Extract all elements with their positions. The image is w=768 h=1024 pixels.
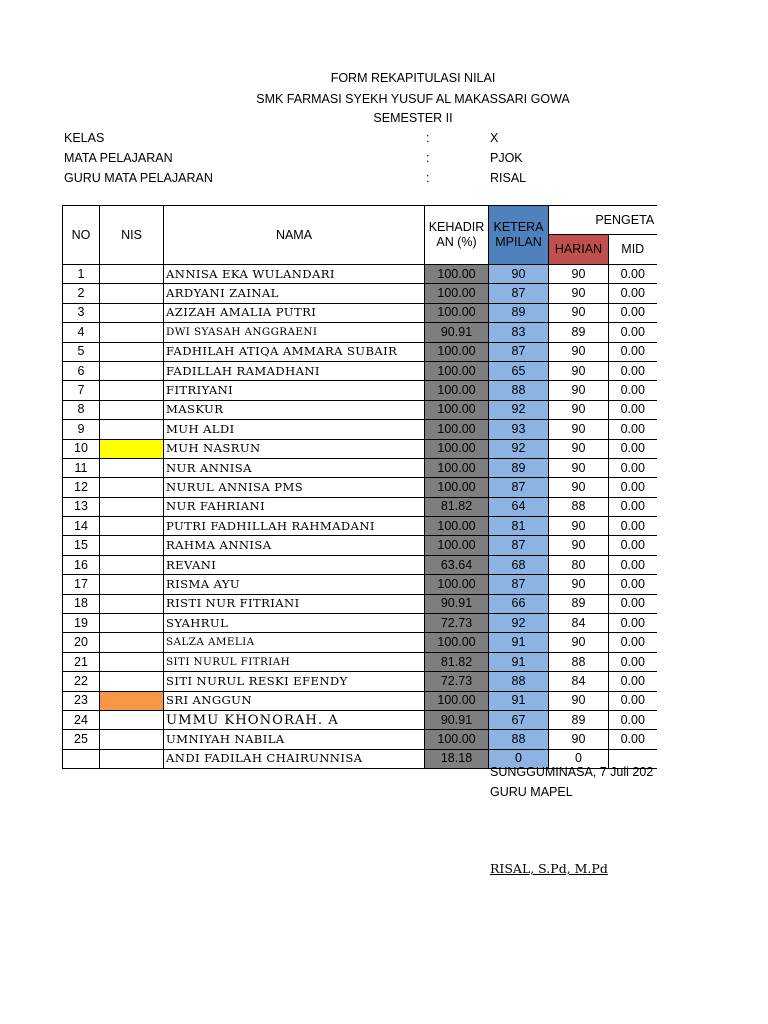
no-cell: 5 — [63, 342, 100, 361]
keterampilan-cell: 87 — [489, 478, 549, 497]
kelas-colon: : — [426, 131, 430, 145]
grades-table — [62, 205, 657, 769]
keterampilan-cell: 90 — [489, 265, 549, 284]
no-cell: 10 — [63, 439, 100, 458]
nis-cell — [100, 730, 164, 749]
mid-cell: 0.00 — [609, 672, 657, 691]
nama-cell: NURUL ANNISA PMS — [164, 478, 425, 497]
grades-table-body — [63, 265, 657, 769]
signature-name: RISAL, S.Pd, M.Pd — [490, 861, 608, 876]
signer-role: GURU MAPEL — [490, 785, 573, 799]
harian-cell: 90 — [549, 691, 609, 710]
kelas-label: KELAS — [64, 131, 105, 145]
keterampilan-cell: 88 — [489, 672, 549, 691]
keterampilan-cell: 89 — [489, 458, 549, 477]
keterampilan-cell: 91 — [489, 652, 549, 671]
nis-cell — [100, 458, 164, 477]
table-row — [63, 361, 657, 380]
nis-cell — [100, 517, 164, 536]
kehadiran-cell: 100.00 — [425, 633, 489, 652]
kehadiran-cell: 100.00 — [425, 536, 489, 555]
table-row — [63, 458, 657, 477]
keterampilan-cell: 91 — [489, 691, 549, 710]
kehadiran-cell: 100.00 — [425, 730, 489, 749]
nama-cell: MUH ALDI — [164, 420, 425, 439]
nama-cell: SYAHRUL — [164, 614, 425, 633]
harian-cell: 90 — [549, 478, 609, 497]
keterampilan-cell: 67 — [489, 710, 549, 729]
col-nama-header: NAMA — [164, 206, 425, 265]
no-cell: 23 — [63, 691, 100, 710]
mid-cell: 0.00 — [609, 614, 657, 633]
nis-cell — [100, 633, 164, 652]
kehadiran-cell: 81.82 — [425, 652, 489, 671]
nama-cell: PUTRI FADHILLAH RAHMADANI — [164, 517, 425, 536]
table-row — [63, 536, 657, 555]
kehadiran-cell: 90.91 — [425, 323, 489, 342]
no-cell: 2 — [63, 284, 100, 303]
nama-cell: SITI NURUL RESKI EFENDY — [164, 672, 425, 691]
kehadiran-cell: 100.00 — [425, 517, 489, 536]
mid-cell: 0.00 — [609, 342, 657, 361]
col-pengetahuan-header: PENGETA — [549, 206, 657, 235]
nis-cell — [100, 652, 164, 671]
harian-cell: 84 — [549, 614, 609, 633]
mid-cell: 0.00 — [609, 284, 657, 303]
nama-cell: RISMA AYU — [164, 575, 425, 594]
nis-cell — [100, 614, 164, 633]
semester-label: SEMESTER II — [373, 111, 453, 125]
table-row — [63, 730, 657, 749]
kehadiran-cell: 90.91 — [425, 710, 489, 729]
nama-cell: SALZA AMELIA — [164, 633, 425, 652]
col-harian-header: HARIAN — [549, 235, 609, 265]
table-row — [63, 652, 657, 671]
keterampilan-cell: 88 — [489, 381, 549, 400]
keterampilan-cell: 0 — [489, 749, 549, 768]
keterampilan-cell: 92 — [489, 439, 549, 458]
nama-cell: NUR FAHRIANI — [164, 497, 425, 516]
mid-cell: 0.00 — [609, 710, 657, 729]
grades-sheet — [62, 205, 657, 769]
col-mid-header: MID — [609, 235, 657, 265]
nama-cell: ARDYANI ZAINAL — [164, 284, 425, 303]
harian-cell: 89 — [549, 710, 609, 729]
no-cell — [63, 749, 100, 768]
kehadiran-cell: 100.00 — [425, 265, 489, 284]
nama-cell: SRI ANGGUN — [164, 691, 425, 710]
nis-cell — [100, 420, 164, 439]
nis-cell — [100, 400, 164, 419]
harian-cell: 90 — [549, 361, 609, 380]
mid-cell: 0.00 — [609, 361, 657, 380]
kehadiran-cell: 100.00 — [425, 420, 489, 439]
harian-cell: 90 — [549, 284, 609, 303]
harian-cell: 84 — [549, 672, 609, 691]
kehadiran-cell: 100.00 — [425, 575, 489, 594]
nis-cell — [100, 575, 164, 594]
nis-cell — [100, 536, 164, 555]
no-cell: 18 — [63, 594, 100, 613]
nama-cell: NUR ANNISA — [164, 458, 425, 477]
nama-cell: AZIZAH AMALIA PUTRI — [164, 303, 425, 322]
no-cell: 25 — [63, 730, 100, 749]
table-row — [63, 672, 657, 691]
col-keterampilan-header — [489, 206, 549, 265]
harian-cell: 90 — [549, 439, 609, 458]
nama-cell: UMMU KHONORAH. A — [164, 710, 425, 729]
harian-cell: 89 — [549, 323, 609, 342]
mid-cell: 0.00 — [609, 439, 657, 458]
harian-cell: 0 — [549, 749, 609, 768]
nis-cell — [100, 594, 164, 613]
nis-cell — [100, 284, 164, 303]
col-no-header: NO — [63, 206, 100, 265]
nama-cell: ANNISA EKA WULANDARI — [164, 265, 425, 284]
harian-cell: 90 — [549, 575, 609, 594]
kehadiran-cell: 63.64 — [425, 555, 489, 574]
harian-cell: 90 — [549, 536, 609, 555]
no-cell: 12 — [63, 478, 100, 497]
kehadiran-cell: 72.73 — [425, 614, 489, 633]
nis-cell — [100, 478, 164, 497]
harian-cell: 90 — [549, 303, 609, 322]
nis-cell — [100, 691, 164, 710]
nama-cell: MASKUR — [164, 400, 425, 419]
keterampilan-cell: 83 — [489, 323, 549, 342]
school-name: SMK FARMASI SYEKH YUSUF AL MAKASSARI GOWA — [256, 92, 570, 106]
no-cell: 9 — [63, 420, 100, 439]
mapel-value: PJOK — [490, 151, 523, 165]
nis-cell — [100, 381, 164, 400]
harian-cell: 90 — [549, 420, 609, 439]
nama-cell: FADHILAH ATIQA AMMARA SUBAIR — [164, 342, 425, 361]
table-row — [63, 439, 657, 458]
nama-cell: UMNIYAH NABILA — [164, 730, 425, 749]
nis-cell — [100, 439, 164, 458]
nis-cell — [100, 749, 164, 768]
harian-cell: 90 — [549, 458, 609, 477]
mid-cell: 0.00 — [609, 594, 657, 613]
mid-cell: 0.00 — [609, 555, 657, 574]
kehadiran-cell: 100.00 — [425, 691, 489, 710]
mid-cell: 0.00 — [609, 536, 657, 555]
no-cell: 11 — [63, 458, 100, 477]
no-cell: 15 — [63, 536, 100, 555]
mid-cell: 0.00 — [609, 652, 657, 671]
kehadiran-cell: 72.73 — [425, 672, 489, 691]
table-row — [63, 594, 657, 613]
nis-cell — [100, 710, 164, 729]
keterampilan-cell: 87 — [489, 536, 549, 555]
nis-cell — [100, 555, 164, 574]
table-row — [63, 555, 657, 574]
keterampilan-cell: 89 — [489, 303, 549, 322]
harian-cell: 80 — [549, 555, 609, 574]
mapel-colon: : — [426, 151, 430, 165]
mid-cell: 0.00 — [609, 458, 657, 477]
no-cell: 22 — [63, 672, 100, 691]
keterampilan-cell: 88 — [489, 730, 549, 749]
kehadiran-cell: 90.91 — [425, 594, 489, 613]
harian-cell: 90 — [549, 517, 609, 536]
keterampilan-cell: 87 — [489, 575, 549, 594]
keterampilan-cell: 81 — [489, 517, 549, 536]
table-row — [63, 497, 657, 516]
table-row — [63, 575, 657, 594]
mid-cell: 0.00 — [609, 730, 657, 749]
kehadiran-cell: 100.00 — [425, 381, 489, 400]
no-cell: 20 — [63, 633, 100, 652]
nis-cell — [100, 303, 164, 322]
nama-cell: RISTI NUR FITRIANI — [164, 594, 425, 613]
nis-cell — [100, 265, 164, 284]
no-cell: 21 — [63, 652, 100, 671]
mid-cell: 0.00 — [609, 497, 657, 516]
table-row — [63, 323, 657, 342]
table-row — [63, 710, 657, 729]
mid-cell: 0.00 — [609, 517, 657, 536]
kehadiran-cell: 100.00 — [425, 400, 489, 419]
nis-cell — [100, 361, 164, 380]
nama-cell: SITI NURUL FITRIAH — [164, 652, 425, 671]
kehadiran-cell: 100.00 — [425, 478, 489, 497]
mid-cell: 0.00 — [609, 265, 657, 284]
kehadiran-cell: 81.82 — [425, 497, 489, 516]
kehadiran-cell: 100.00 — [425, 284, 489, 303]
harian-cell: 90 — [549, 400, 609, 419]
mapel-label: MATA PELAJARAN — [64, 151, 173, 165]
mid-cell: 0.00 — [609, 323, 657, 342]
keterampilan-cell: 87 — [489, 342, 549, 361]
nama-cell: DWI SYASAH ANGGRAENI — [164, 323, 425, 342]
col-nis-header: NIS — [100, 206, 164, 265]
table-row — [63, 614, 657, 633]
table-row — [63, 420, 657, 439]
table-row — [63, 381, 657, 400]
keterampilan-header-line2: MPILAN — [495, 235, 542, 249]
place-date: SUNGGUMINASA, 7 Juli 202 — [490, 765, 654, 779]
nama-cell: REVANI — [164, 555, 425, 574]
keterampilan-cell: 64 — [489, 497, 549, 516]
mid-cell: 0.00 — [609, 303, 657, 322]
kehadiran-cell: 100.00 — [425, 303, 489, 322]
kehadiran-cell: 100.00 — [425, 439, 489, 458]
guru-colon: : — [426, 171, 430, 185]
nama-cell: ANDI FADILAH CHAIRUNNISA — [164, 749, 425, 768]
kehadiran-cell: 18.18 — [425, 749, 489, 768]
keterampilan-cell: 66 — [489, 594, 549, 613]
nama-cell: MUH NASRUN — [164, 439, 425, 458]
mid-cell: 0.00 — [609, 420, 657, 439]
table-row — [63, 265, 657, 284]
no-cell: 8 — [63, 400, 100, 419]
nama-cell: FITRIYANI — [164, 381, 425, 400]
keterampilan-header-line1: KETERA — [493, 220, 544, 234]
no-cell: 14 — [63, 517, 100, 536]
nama-cell: RAHMA ANNISA — [164, 536, 425, 555]
mid-cell: 0.00 — [609, 381, 657, 400]
kehadiran-cell: 100.00 — [425, 361, 489, 380]
harian-cell: 88 — [549, 497, 609, 516]
guru-value: RISAL — [490, 171, 527, 185]
mid-cell: 0.00 — [609, 691, 657, 710]
mid-cell: 0.00 — [609, 400, 657, 419]
nis-cell — [100, 323, 164, 342]
table-row — [63, 478, 657, 497]
keterampilan-cell: 91 — [489, 633, 549, 652]
harian-cell: 90 — [549, 265, 609, 284]
no-cell: 13 — [63, 497, 100, 516]
no-cell: 3 — [63, 303, 100, 322]
harian-cell: 88 — [549, 652, 609, 671]
mid-cell: 0.00 — [609, 633, 657, 652]
no-cell: 6 — [63, 361, 100, 380]
kehadiran-header-line2: AN (%) — [436, 235, 477, 249]
kehadiran-cell: 100.00 — [425, 458, 489, 477]
harian-cell: 89 — [549, 594, 609, 613]
keterampilan-cell: 65 — [489, 361, 549, 380]
nama-cell: FADILLAH RAMADHANI — [164, 361, 425, 380]
harian-cell: 90 — [549, 633, 609, 652]
guru-label: GURU MATA PELAJARAN — [64, 171, 213, 185]
kelas-value: X — [490, 131, 499, 145]
table-row — [63, 342, 657, 361]
harian-cell: 90 — [549, 730, 609, 749]
kehadiran-header-line1: KEHADIR — [428, 220, 485, 234]
table-row — [63, 284, 657, 303]
table-row — [63, 303, 657, 322]
no-cell: 7 — [63, 381, 100, 400]
table-row — [63, 633, 657, 652]
nis-cell — [100, 497, 164, 516]
no-cell: 24 — [63, 710, 100, 729]
no-cell: 4 — [63, 323, 100, 342]
table-row — [63, 400, 657, 419]
no-cell: 19 — [63, 614, 100, 633]
no-cell: 17 — [63, 575, 100, 594]
nis-cell — [100, 672, 164, 691]
table-row — [63, 691, 657, 710]
keterampilan-cell: 68 — [489, 555, 549, 574]
keterampilan-cell: 93 — [489, 420, 549, 439]
table-row — [63, 517, 657, 536]
harian-cell: 90 — [549, 381, 609, 400]
no-cell: 16 — [63, 555, 100, 574]
mid-cell: 0.00 — [609, 478, 657, 497]
col-kehadiran-header — [425, 206, 489, 265]
kehadiran-cell: 100.00 — [425, 342, 489, 361]
no-cell: 1 — [63, 265, 100, 284]
harian-cell: 90 — [549, 342, 609, 361]
form-title: FORM REKAPITULASI NILAI — [330, 71, 496, 85]
mid-cell: 0.00 — [609, 575, 657, 594]
keterampilan-cell: 87 — [489, 284, 549, 303]
keterampilan-cell: 92 — [489, 614, 549, 633]
nis-cell — [100, 342, 164, 361]
keterampilan-cell: 92 — [489, 400, 549, 419]
